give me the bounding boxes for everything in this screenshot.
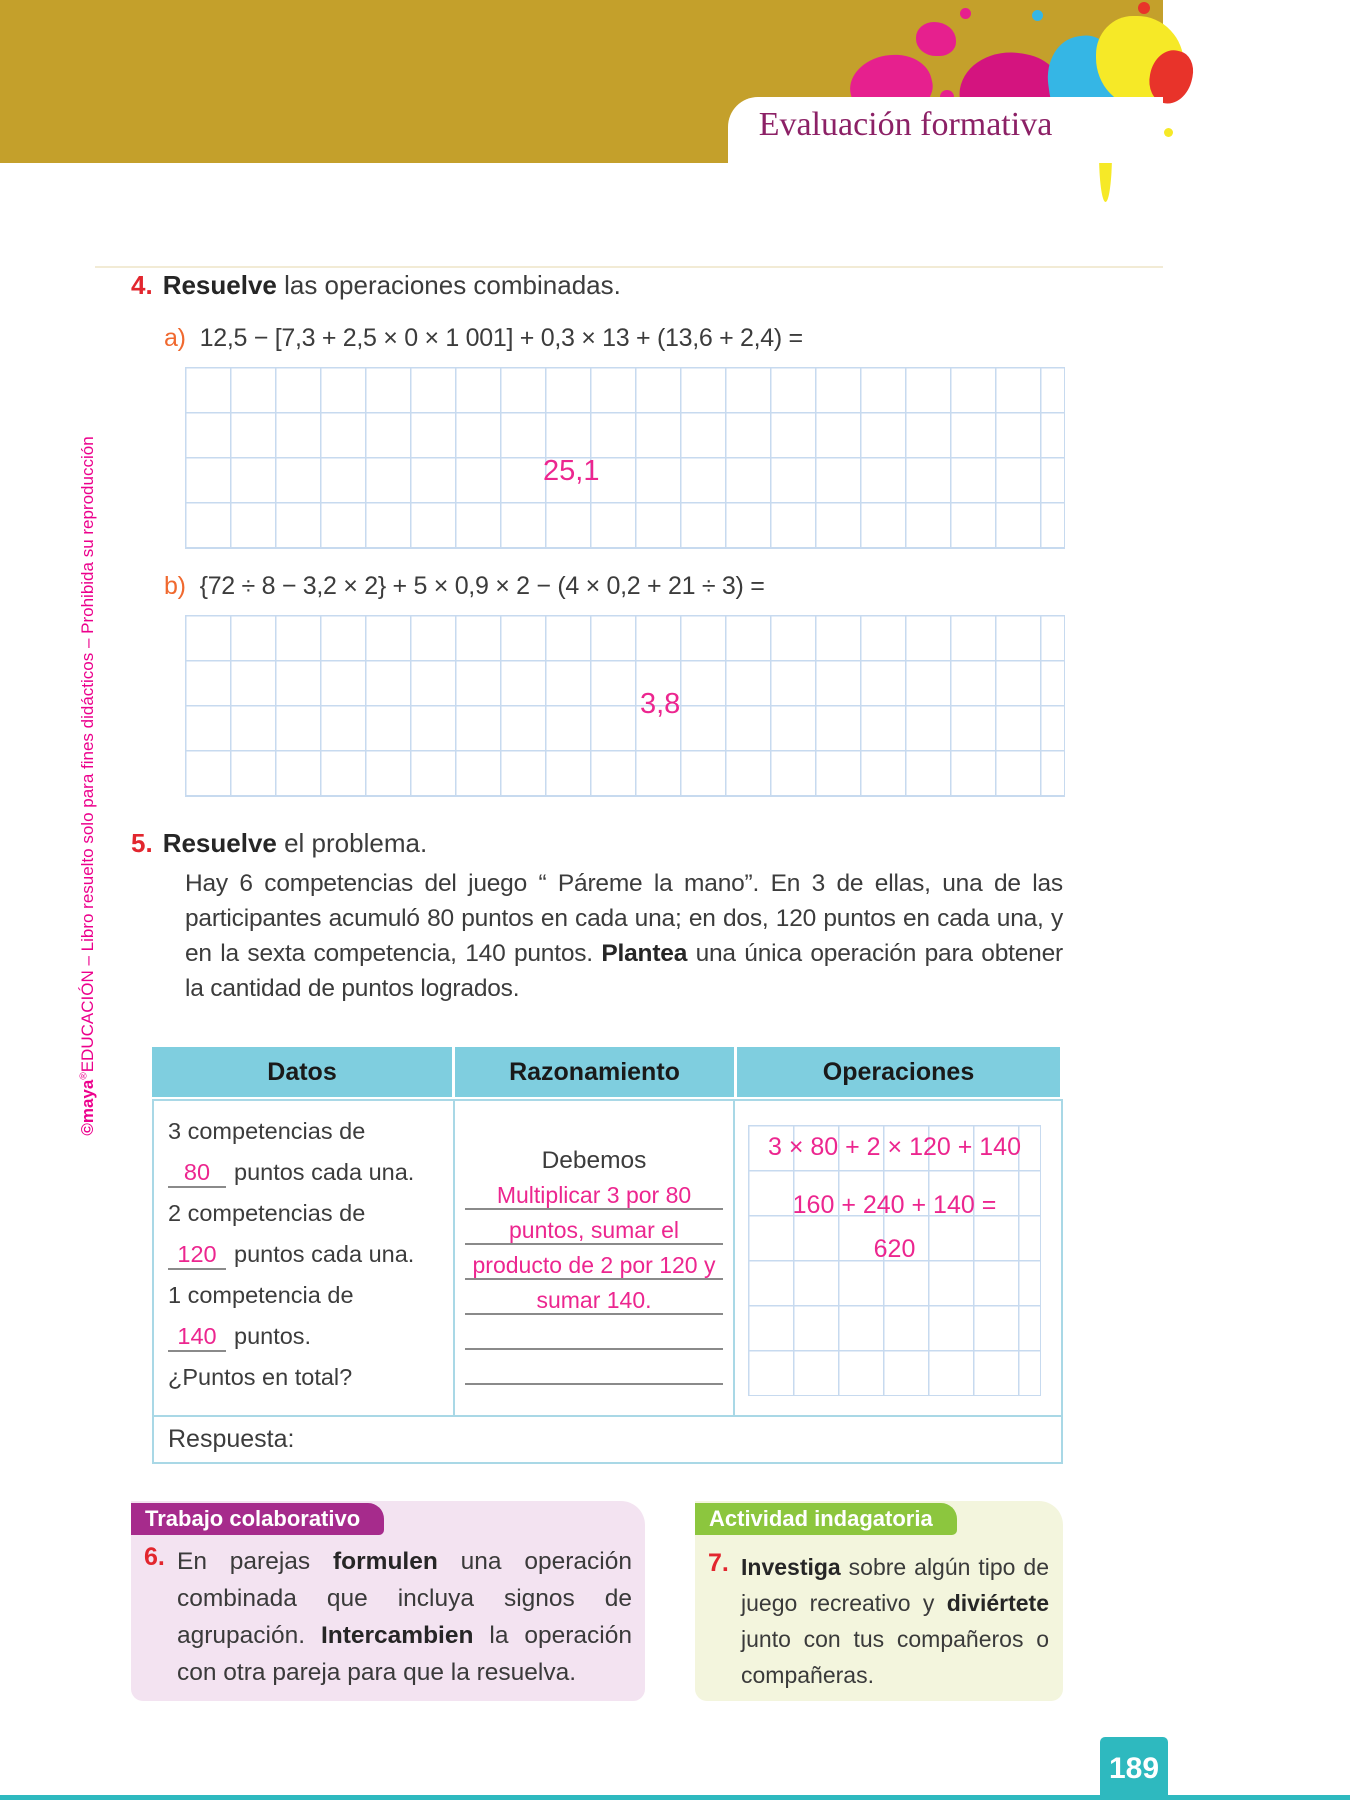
answer-grid-b [185, 615, 1065, 797]
page-title: Evaluación formativa [758, 106, 1053, 143]
handwritten-answer-b: 3,8 [640, 688, 681, 720]
exercise-6-text: En parejas formulen una operación combinada que incluya signos de agrupación. Intercambien la operación con otra pareja para que la resuelva. [177, 1548, 632, 1686]
solution-table [152, 1047, 1063, 1464]
exercise-6-number: 6. [144, 1543, 165, 1571]
bottom-edge-strip [0, 1795, 1350, 1800]
blank-rule-line [465, 1350, 723, 1385]
operaciones-column [735, 1101, 1061, 1415]
problem-statement: Hay 6 competencias del juego “ Páreme la mano”. En 3 de ellas, una de las participantes acumuló 80 puntos en cada una; en dos, 120 puntos en cada una, y en la sexta competencia, 140 puntos. Plantea una única operación para obtener la cantidad de puntos logrados. [185, 870, 1063, 1002]
exercise-4a-expression: a) 12,5 − [7,3 + 2,5 × 0 × 1 001] + 0,3 × 13 + (13,6 + 2,4) = [164, 324, 803, 352]
item-a-label: a) [164, 324, 186, 352]
collaborative-work-badge: Trabajo colaborativo [131, 1503, 384, 1535]
header-divider [95, 266, 1163, 268]
header-datos: Datos [152, 1047, 455, 1097]
exercise-4b-expression: b) {72 ÷ 8 − 3,2 × 2} + 5 × 0,9 × 2 − (4 × 0,2 + 21 ÷ 3) = [164, 572, 765, 600]
answer-grid-a [185, 367, 1065, 549]
respuesta-row [152, 1417, 1063, 1464]
exercise-5-heading: 5. Resuelve el problema. [131, 828, 428, 858]
respuesta-label: Respuesta: [168, 1425, 295, 1453]
header-razonamiento: Razonamiento [455, 1047, 737, 1097]
handwritten-razonamiento-line: producto de 2 por 120 y [465, 1245, 723, 1280]
exercise-7-text: Investiga sobre algún tipo de juego recreativo y diviértete junto con tus compañeros o compañeras. [741, 1554, 1049, 1688]
registered-mark: ® [78, 1072, 90, 1080]
handwritten-razonamiento-line: puntos, sumar el [465, 1210, 723, 1245]
page-number-badge: 189 [1100, 1737, 1168, 1800]
sidebar-copyright [78, 416, 98, 1156]
exercise-4-heading: 4. Resuelve las operaciones combinadas. [131, 270, 621, 300]
handwritten-operation-line: 3 × 80 + 2 × 120 + 140 [767, 1133, 1021, 1161]
table-header-row [152, 1047, 1063, 1097]
header-operaciones: Operaciones [737, 1047, 1060, 1097]
handwritten-datos-140: 140 [168, 1322, 226, 1352]
handwritten-datos-120: 120 [168, 1240, 226, 1270]
blank-rule-line [465, 1315, 723, 1350]
handwritten-datos-80: 80 [168, 1158, 226, 1188]
handwritten-operation-line: 160 + 240 + 140 = [792, 1191, 997, 1219]
inquiry-activity-badge: Actividad indagatoria [695, 1503, 957, 1535]
collaborative-work-box [131, 1501, 645, 1701]
table-body-row [152, 1099, 1063, 1417]
razonamiento-intro: Debemos [541, 1147, 647, 1174]
exercise-7-number: 7. [708, 1549, 729, 1577]
razonamiento-column [455, 1101, 735, 1415]
item-b-label: b) [164, 572, 186, 600]
handwritten-razonamiento-line: Multiplicar 3 por 80 [465, 1175, 723, 1210]
inquiry-activity-box [695, 1501, 1063, 1701]
exercise-5-number: 5. [131, 828, 153, 858]
handwritten-operation-result: 620 [873, 1235, 916, 1263]
copyright-text: EDUCACIÓN – Libro resuelto solo para fines didácticos – Prohibida su reproducción [78, 436, 97, 1073]
brand-logo: ©maya [78, 1079, 97, 1136]
datos-column: 3 competencias de 80 puntos cada una. 2 competencias de 120 puntos cada una. 1 competencia de 140 puntos. ¿Puntos en total? [154, 1101, 455, 1415]
handwritten-razonamiento-line: sumar 140. [465, 1280, 723, 1315]
handwritten-answer-a: 25,1 [543, 455, 600, 487]
exercise-4-number: 4. [131, 270, 153, 300]
